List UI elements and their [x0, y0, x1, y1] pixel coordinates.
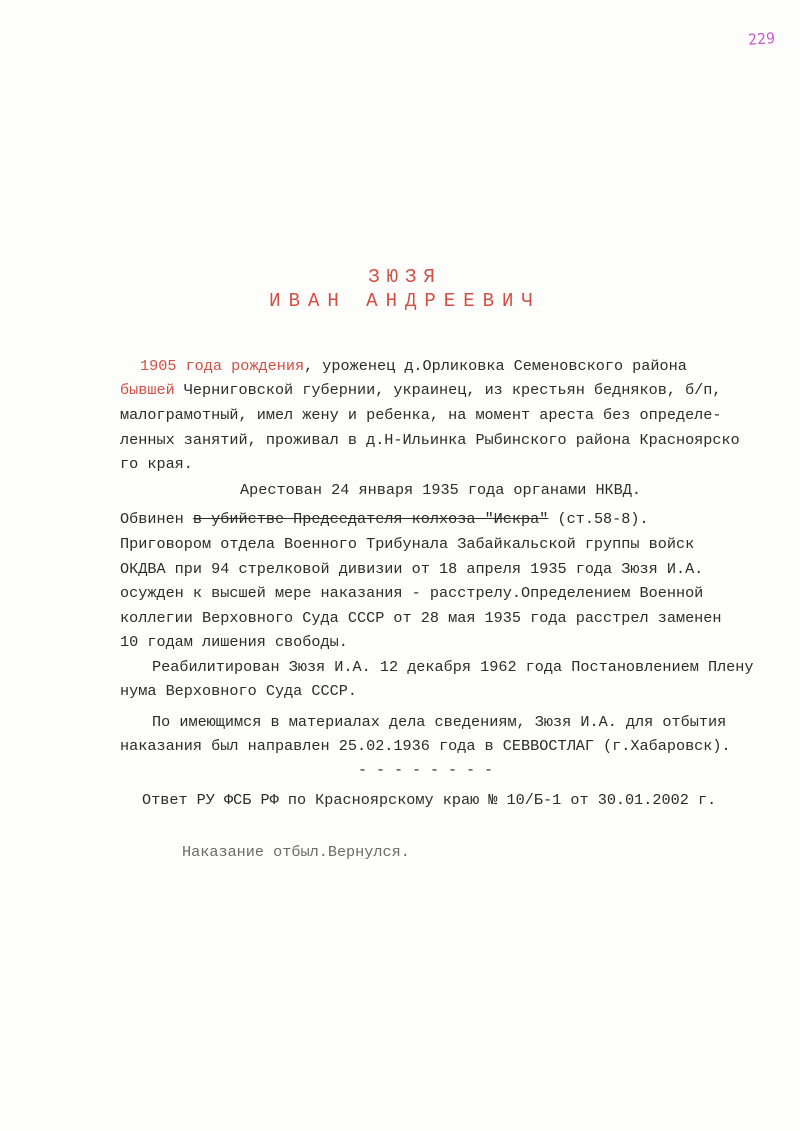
- charge-line-3: ОКДВА при 94 стрелковой дивизии от 18 апреля 1935 года Зюзя И.А.: [120, 560, 704, 578]
- person-surname: ЗЮЗЯ: [368, 266, 442, 288]
- charge-line-5: коллегии Верховного Суда СССР от 28 мая 1935 года расстрел заменен: [120, 609, 722, 627]
- bio-line-2: бывшей Черниговской губернии, украинец, из крестьян бедняков, б/п,: [120, 381, 722, 399]
- struck-charge-text: в убийстве Председателя колхоза "Искра": [192, 510, 549, 528]
- closing-note: Наказание отбыл.Вернулся.: [182, 843, 410, 861]
- bio-line-5: го края.: [120, 455, 193, 473]
- rehab-line-2: нума Верховного Суда СССР.: [120, 682, 357, 700]
- person-given-names: ИВАН АНДРЕЕВИЧ: [269, 290, 541, 312]
- sentence-line-1: По имеющимся в материалах дела сведениям, Зюзя И.А. для отбытия: [152, 713, 727, 731]
- charge-line-2: Приговором отдела Военного Трибунала Забайкальской группы войск: [120, 535, 695, 553]
- birth-year-text: 1905 года рождения: [140, 357, 305, 375]
- source-reference: Ответ РУ ФСБ РФ по Красноярскому краю № 10/Б-1 от 30.01.2002 г.: [142, 791, 717, 809]
- bio-line-3: малограмотный, имел жену и ребенка, на момент ареста без определе-: [120, 406, 722, 424]
- bio-line-1: 1905 года рождения, уроженец д.Орликовка Семеновского района: [140, 357, 687, 375]
- page-number: 229: [747, 29, 776, 49]
- arrest-line: Арестован 24 января 1935 года органами НКВД.: [240, 481, 642, 499]
- charge-line-1: Обвинен в убийстве Председателя колхоза "Искра" (ст.58-8).: [120, 510, 649, 528]
- former-text: бывшей: [120, 381, 175, 399]
- bio-line-4: ленных занятий, проживал в д.Н-Ильинка Рыбинского района Красноярско: [120, 431, 740, 449]
- sentence-line-2: наказания был направлен 25.02.1936 года в СЕВВОСТЛАГ (г.Хабаровск).: [120, 737, 731, 755]
- rehab-line-1: Реабилитирован Зюзя И.А. 12 декабря 1962 года Постановлением Плену: [152, 658, 754, 676]
- charge-line-4: осужден к высшей мере наказания - расстрелу.Определением Военной: [120, 584, 704, 602]
- charge-line-6: 10 годам лишения свободы.: [120, 633, 348, 651]
- separator-line: --------: [358, 762, 503, 779]
